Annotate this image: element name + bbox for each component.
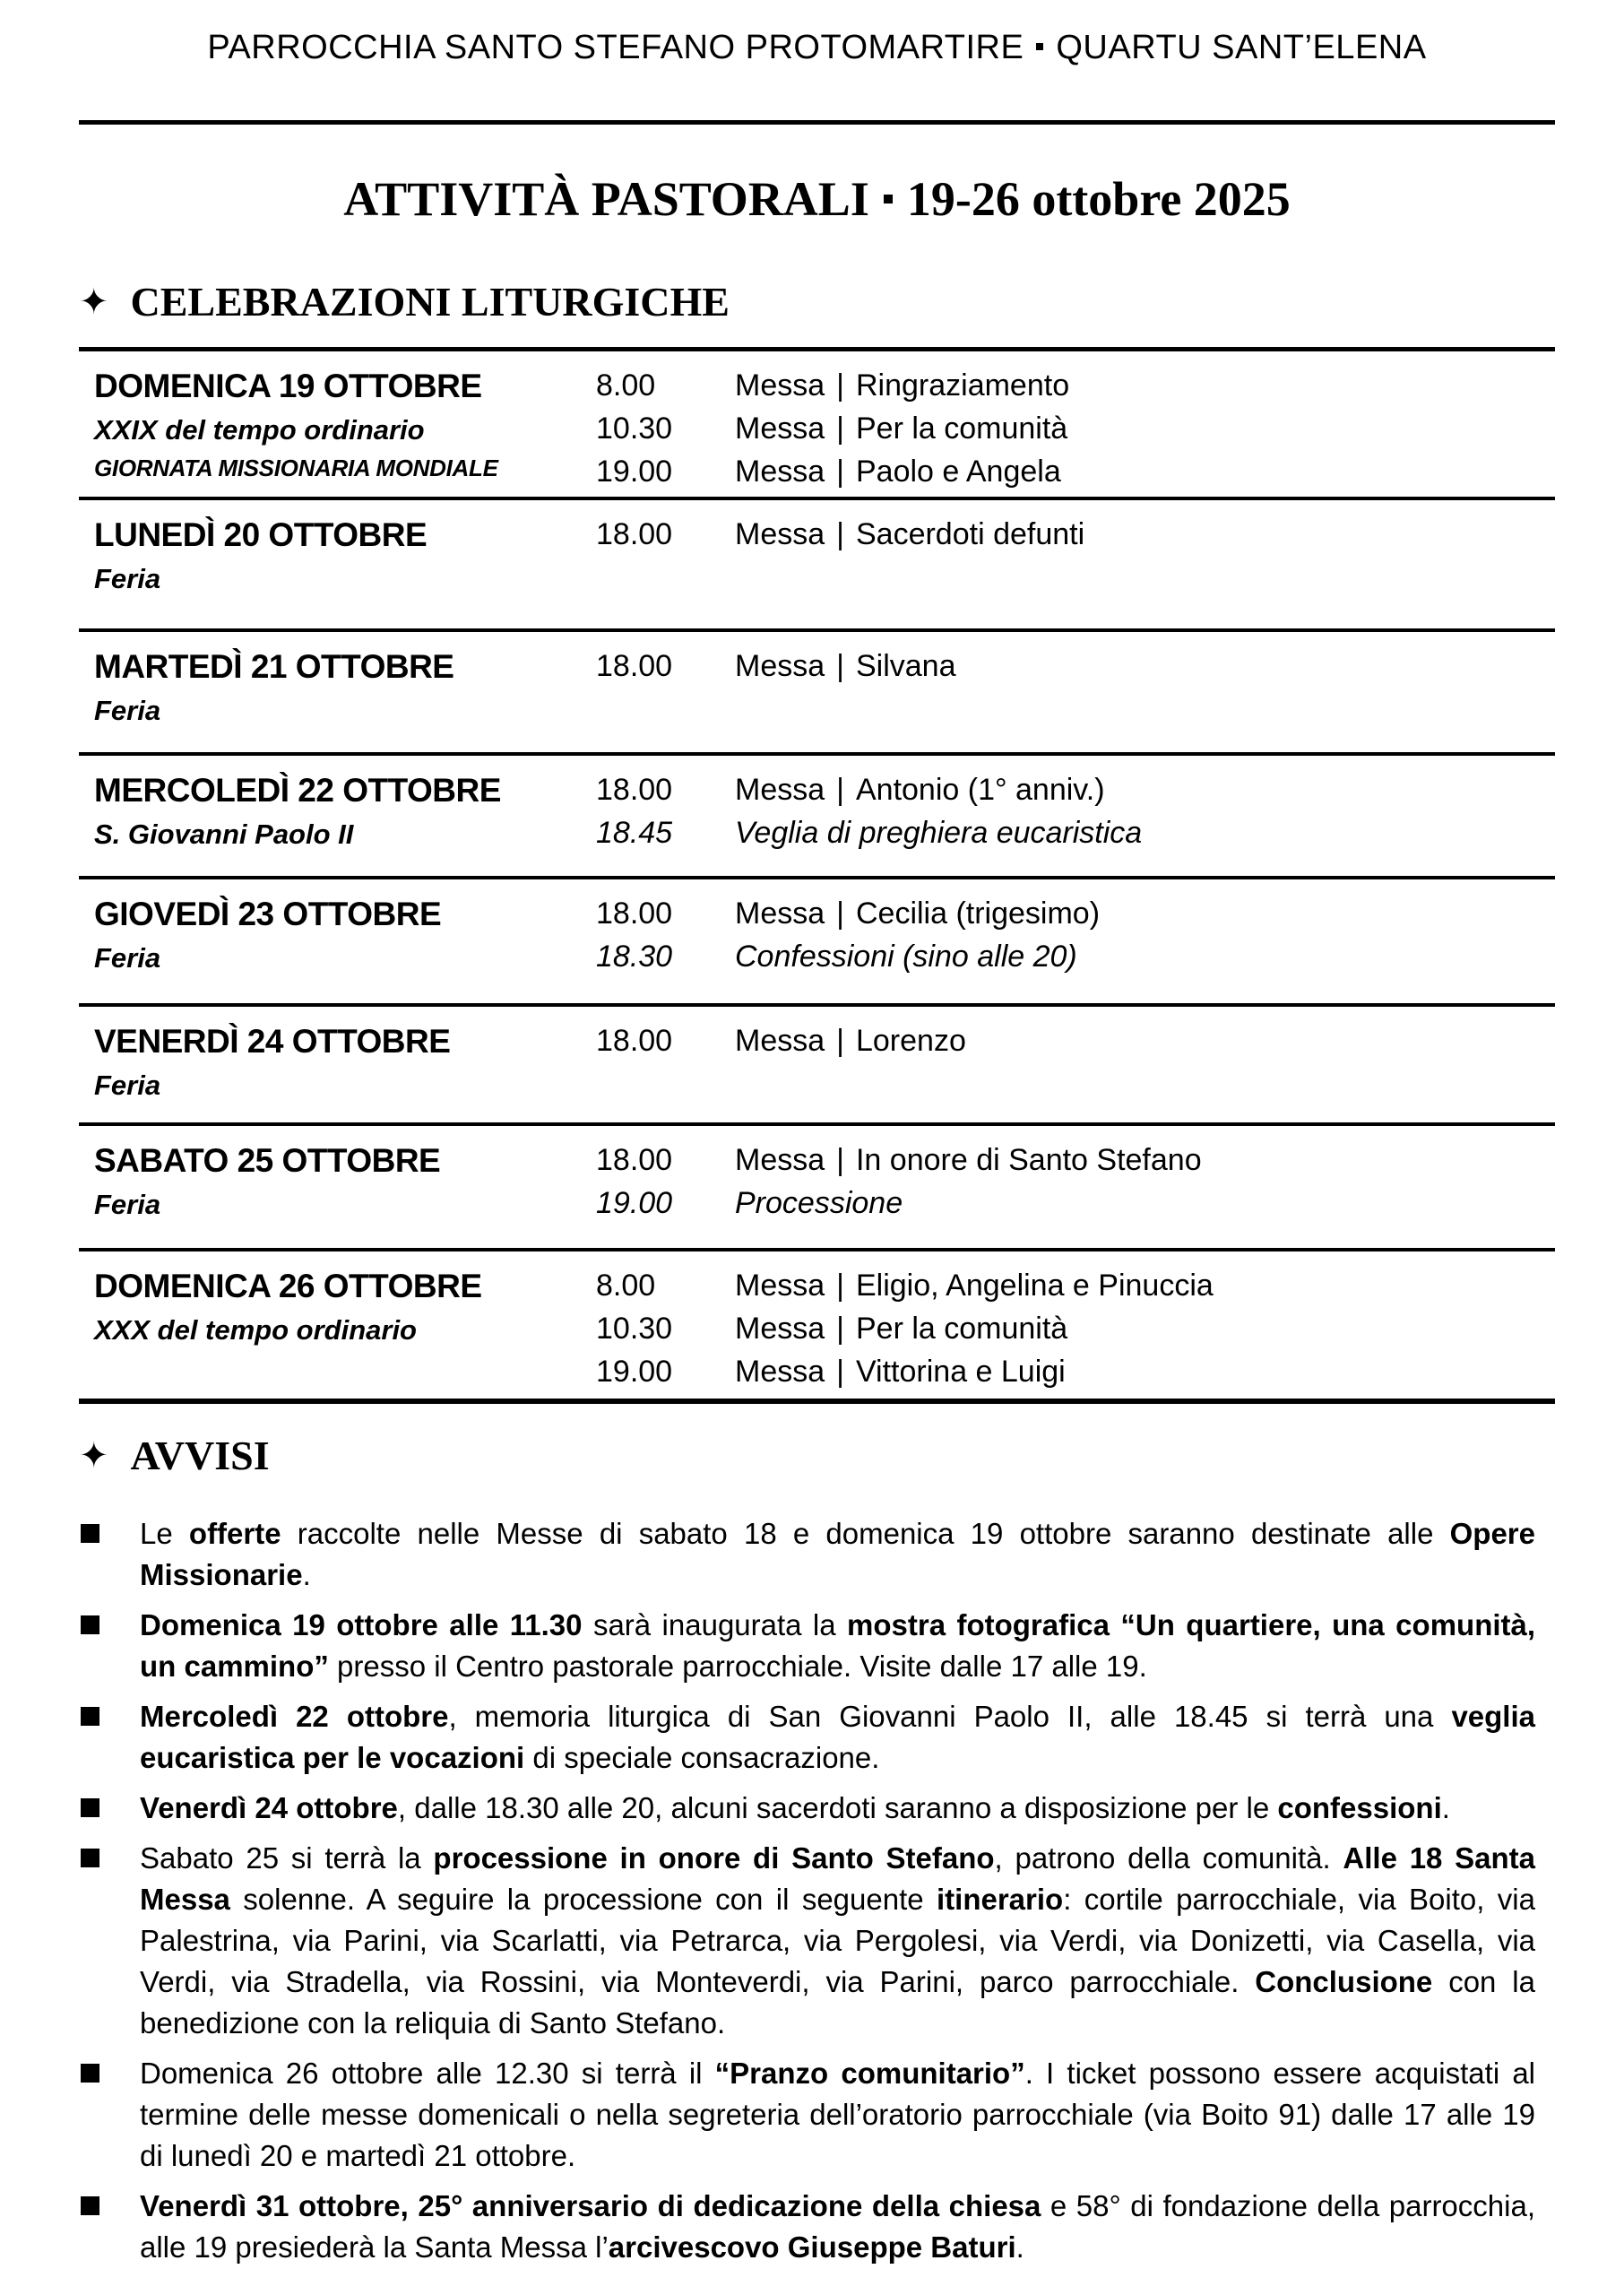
entry-time: 10.30: [596, 411, 673, 446]
day-title: MERCOLEDÌ 22 OTTOBRE: [94, 772, 501, 809]
avviso-item: [79, 1838, 1555, 2044]
day-column: [94, 645, 596, 752]
entry-description: [735, 892, 1100, 935]
day-subtitle: S. Giovanni Paolo II: [94, 818, 354, 850]
schedule-entry: [596, 768, 1555, 811]
header-rule: [79, 120, 1555, 125]
entry-time: 10.30: [596, 1312, 673, 1346]
avviso-item: [79, 1605, 1555, 1687]
schedule-entry: [596, 1307, 1555, 1350]
entry-description: [735, 1350, 1066, 1393]
title-dates: 19-26 ottobre 2025: [906, 172, 1291, 226]
schedule-entry: [596, 1264, 1555, 1307]
entry-description: Processione: [735, 1186, 903, 1220]
parish-location: QUARTU SANT’ELENA: [1056, 29, 1427, 66]
square-bullet-icon: [81, 1707, 99, 1726]
entries-column: [596, 1264, 1555, 1399]
pipe-separator-icon: |: [836, 649, 844, 683]
entry-time: 18.00: [596, 649, 673, 683]
avviso-item: [79, 1513, 1555, 1596]
entry-detail: Lorenzo: [855, 1024, 966, 1058]
entry-label: Messa: [735, 455, 825, 489]
avviso-item: [79, 2186, 1555, 2268]
celebrazioni-heading: [79, 277, 1555, 327]
schedule-entry: [596, 1139, 1555, 1182]
avviso-item: [79, 1788, 1555, 1829]
avvisi-list: [79, 1513, 1555, 2268]
avviso-text: Domenica 19 ottobre alle 11.30 sarà inaugurata la mostra fotografica “Un quartiere, una comunità, un cammino” presso il Centro pastorale parrocchiale. Visite dalle 17 alle 19.: [140, 1608, 1536, 1683]
entry-time: 8.00: [596, 368, 656, 403]
square-bullet-icon: [81, 1849, 99, 1867]
schedule-entry: [596, 407, 1555, 450]
entry-label: Messa: [735, 1312, 825, 1346]
pipe-separator-icon: |: [836, 773, 844, 807]
entry-description: [735, 1019, 966, 1062]
avviso-text: Venerdì 31 ottobre, 25° anniversario di dedicazione della chiesa e 58° di fondazione della parrocchia, alle 19 presiederà la Santa Messa l’arcivescovo Giuseppe Baturi.: [140, 2189, 1535, 2264]
entry-detail: Per la comunità: [855, 411, 1068, 446]
schedule-row: [79, 879, 1555, 1007]
entry-description: [735, 407, 1067, 450]
day-title: LUNEDÌ 20 OTTOBRE: [94, 516, 428, 553]
entry-description: Confessioni (sino alle 20): [735, 940, 1077, 974]
entry-time: 8.00: [596, 1269, 656, 1303]
entry-label: Messa: [735, 1143, 825, 1177]
four-pointed-star-icon: ✦: [79, 281, 109, 323]
schedule-entry: [596, 1182, 1555, 1225]
pipe-separator-icon: |: [836, 1269, 844, 1303]
entry-description: [735, 645, 956, 688]
celebrazioni-heading-label: CELEBRAZIONI LITURGICHE: [130, 279, 730, 325]
entry-detail: Cecilia (trigesimo): [855, 896, 1101, 931]
day-title: GIOVEDÌ 23 OTTOBRE: [94, 896, 442, 932]
square-bullet-icon: [81, 2064, 99, 2083]
schedule-entry: [596, 645, 1555, 688]
day-title: DOMENICA 26 OTTOBRE: [94, 1268, 482, 1304]
entry-detail: Vittorina e Luigi: [855, 1355, 1066, 1389]
square-bullet-icon: [81, 1615, 99, 1634]
pipe-separator-icon: |: [836, 896, 844, 931]
entries-column: [596, 364, 1555, 497]
entry-label: Messa: [735, 1024, 825, 1058]
square-bullet-icon: [81, 2196, 99, 2215]
avviso-text: Mercoledì 22 ottobre, memoria liturgica di San Giovanni Paolo II, alle 18.45 si terrà una veglia eucaristica per le vocazioni di speciale consacrazione.: [140, 1700, 1535, 1774]
square-bullet-icon: [81, 1524, 99, 1543]
entry-detail: Antonio (1° anniv.): [855, 773, 1105, 807]
entry-detail: Silvana: [855, 649, 956, 683]
schedule-entry: [596, 935, 1555, 978]
schedule-row: [79, 632, 1555, 756]
entry-description: [735, 1139, 1202, 1182]
entry-label: Messa: [735, 368, 825, 403]
entry-time: 19.00: [596, 455, 673, 489]
avviso-text: Domenica 26 ottobre alle 12.30 si terrà il “Pranzo comunitario”. I ticket possono essere acquistati al termine delle messe domenicali o nella segreteria dell’oratorio parrocchiale (via Boito 91) dalle 17 alle 19 di lunedì 20 e martedì 21 ottobre.: [140, 2057, 1536, 2172]
day-column: [94, 892, 596, 1003]
entry-description: [735, 768, 1105, 811]
entry-time: 18.00: [596, 1143, 673, 1177]
schedule-entry: [596, 811, 1555, 854]
entry-time: 18.00: [596, 896, 673, 931]
entries-column: [596, 892, 1555, 1003]
entries-column: [596, 645, 1555, 752]
entry-label: Messa: [735, 649, 825, 683]
avviso-text: Venerdì 24 ottobre, dalle 18.30 alle 20, alcuni sacerdoti saranno a disposizione per le confessioni.: [140, 1791, 1450, 1824]
day-title: VENERDÌ 24 OTTOBRE: [94, 1023, 451, 1060]
day-subtitle: Feria: [94, 1070, 161, 1101]
schedule-entry: [596, 513, 1555, 556]
pipe-separator-icon: |: [836, 368, 844, 403]
entry-label: Messa: [735, 1355, 825, 1389]
entry-label: Messa: [735, 411, 825, 446]
entry-description: [735, 364, 1069, 407]
pipe-separator-icon: |: [836, 1024, 844, 1058]
title-main: ATTIVITÀ PASTORALI: [343, 172, 869, 226]
entry-description: [735, 450, 1061, 493]
day-column: [94, 364, 596, 497]
schedule-row: [79, 1126, 1555, 1251]
schedule-row: [79, 351, 1555, 500]
day-column: [94, 1019, 596, 1122]
day-title: DOMENICA 19 OTTOBRE: [94, 368, 482, 404]
entry-time: 19.00: [596, 1355, 673, 1389]
square-bullet-icon: [81, 1798, 99, 1817]
parish-masthead: [79, 0, 1555, 68]
entry-time: 18.00: [596, 773, 673, 807]
day-subtitle: Feria: [94, 695, 161, 726]
schedule-entry: [596, 1350, 1555, 1393]
day-subtitle: XXIX del tempo ordinario: [94, 414, 425, 446]
day-column: [94, 1264, 596, 1399]
entry-time: 18.30: [596, 940, 673, 974]
day-subtitle: Feria: [94, 1189, 161, 1220]
entry-detail: Eligio, Angelina e Pinuccia: [855, 1269, 1214, 1303]
parish-name: PARROCCHIA SANTO STEFANO PROTOMARTIRE: [207, 29, 1024, 66]
avvisi-heading-label: AVVISI: [130, 1433, 270, 1478]
entry-label: Messa: [735, 896, 825, 931]
day-subtitle: XXX del tempo ordinario: [94, 1314, 417, 1346]
day-column: [94, 1139, 596, 1248]
pipe-separator-icon: |: [836, 411, 844, 446]
page-content: [79, 0, 1555, 2268]
schedule-row: [79, 1007, 1555, 1126]
day-column: [94, 768, 596, 876]
four-pointed-star-icon: ✦: [79, 1435, 109, 1477]
page-title: [79, 171, 1555, 227]
pipe-separator-icon: |: [836, 1143, 844, 1177]
pipe-separator-icon: |: [836, 517, 844, 551]
entry-detail: Ringraziamento: [855, 368, 1070, 403]
entry-label: Messa: [735, 773, 825, 807]
entry-label: Messa: [735, 517, 825, 551]
schedule-entry: [596, 1019, 1555, 1062]
pipe-separator-icon: |: [836, 455, 844, 489]
day-column: [94, 513, 596, 628]
schedule-row: [79, 500, 1555, 632]
entry-detail: Per la comunità: [855, 1312, 1068, 1346]
entry-description: [735, 1264, 1214, 1307]
title-separator-dot-icon: [884, 195, 893, 204]
pipe-separator-icon: |: [836, 1355, 844, 1389]
entries-column: [596, 768, 1555, 876]
schedule-entry: [596, 364, 1555, 407]
entry-detail: Paolo e Angela: [855, 455, 1061, 489]
schedule-entry: [596, 450, 1555, 493]
day-subtitle: GIORNATA MISSIONARIA MONDIALE: [94, 455, 498, 481]
entries-column: [596, 513, 1555, 628]
avviso-item: [79, 2053, 1555, 2177]
day-subtitle: Feria: [94, 563, 161, 594]
schedule-table: [79, 347, 1555, 1404]
entry-time: 18.00: [596, 517, 673, 551]
entries-column: [596, 1019, 1555, 1122]
day-title: SABATO 25 OTTOBRE: [94, 1142, 441, 1179]
schedule-row: [79, 756, 1555, 879]
day-subtitle: Feria: [94, 942, 161, 974]
entry-description: [735, 1307, 1067, 1350]
day-title: MARTEDÌ 21 OTTOBRE: [94, 648, 454, 685]
entry-time: 18.00: [596, 1024, 673, 1058]
avvisi-heading: [79, 1431, 1555, 1481]
avviso-text: Sabato 25 si terrà la processione in onore di Santo Stefano, patrono della comunità. Alle 18 Santa Messa solenne. A seguire la processione con il seguente itinerario: cortile parrocchiale, via Boito, via Palestrina, via Parini, via Scarlatti, via Petrarca, via Pergolesi, via Verdi, via Donizetti, via Casella, via Verdi, via Stradella, via Rossini, via Monteverdi, via Parini, parco parrocchiale. Conclusione con la benedizione con la reliquia di Santo Stefano.: [140, 1841, 1536, 2040]
entry-detail: Sacerdoti defunti: [855, 517, 1085, 551]
entry-time: 18.45: [596, 816, 673, 850]
schedule-row: [79, 1251, 1555, 1399]
entry-detail: In onore di Santo Stefano: [855, 1143, 1202, 1177]
avviso-text: Le offerte raccolte nelle Messe di sabato 18 e domenica 19 ottobre saranno destinate alle Opere Missionarie.: [140, 1517, 1535, 1591]
avviso-item: [79, 1696, 1555, 1779]
entry-description: Veglia di preghiera eucaristica: [735, 816, 1143, 850]
pipe-separator-icon: |: [836, 1312, 844, 1346]
entries-column: [596, 1139, 1555, 1248]
entry-description: [735, 513, 1084, 556]
entry-time: 19.00: [596, 1186, 673, 1220]
schedule-entry: [596, 892, 1555, 935]
entry-label: Messa: [735, 1269, 825, 1303]
square-separator-icon: [1036, 43, 1043, 50]
